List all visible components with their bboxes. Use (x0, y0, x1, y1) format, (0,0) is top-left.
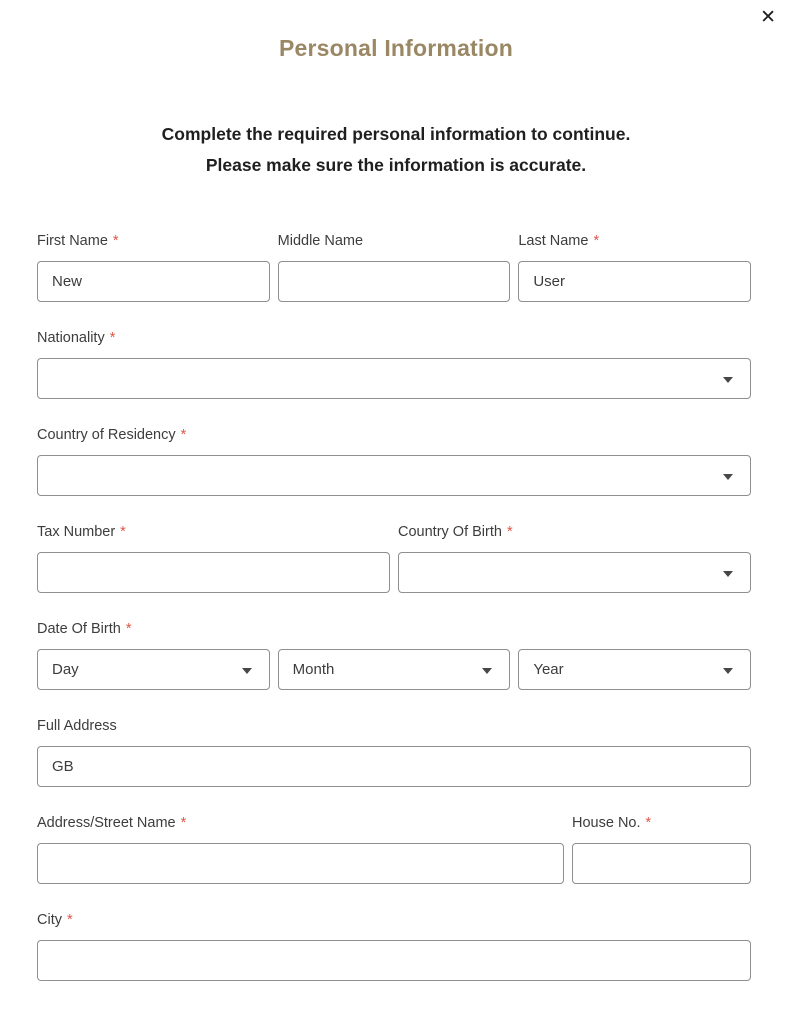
last-name-input[interactable] (518, 261, 751, 302)
field-house-no (572, 815, 751, 884)
house-no-input[interactable] (572, 843, 751, 884)
address-street-name-label: Address/Street Name * (37, 815, 187, 831)
field-last-name (518, 233, 751, 302)
chevron-down-icon (723, 377, 733, 383)
required-asterisk: * (180, 815, 187, 831)
last-name-label: Last Name * (518, 233, 600, 249)
subtitle (0, 119, 792, 181)
field-city (37, 912, 751, 981)
dob-year-select-value: Year (533, 661, 564, 678)
required-asterisk: * (593, 233, 600, 249)
subtitle-line-2: Please make sure the information is accurate. (205, 155, 587, 175)
subtitle-line-1: Complete the required personal information to continue. (161, 124, 631, 144)
field-middle-name (278, 233, 511, 302)
first-name-label: First Name * (37, 233, 119, 249)
field-date-of-birth (37, 621, 751, 649)
address-street-name-input[interactable] (37, 843, 564, 884)
nationality-select[interactable] (37, 358, 751, 399)
page-title: Personal Information (278, 35, 514, 61)
personal-information-form (37, 233, 751, 981)
country-of-birth-label: Country Of Birth * (398, 524, 513, 540)
street-address-row (37, 815, 751, 884)
middle-name-label: Middle Name (277, 233, 364, 249)
names-row (37, 233, 751, 302)
middle-name-input[interactable] (278, 261, 511, 302)
country-of-birth-select[interactable] (398, 552, 751, 593)
close-button[interactable] (754, 2, 782, 33)
close-icon: ✕ (760, 7, 776, 28)
field-country-of-residency (37, 427, 751, 496)
tax-number-label: Tax Number * (37, 524, 126, 540)
chevron-down-icon (723, 474, 733, 480)
dob-year-select[interactable] (518, 649, 751, 690)
house-no-label: House No. * (572, 815, 652, 831)
chevron-down-icon (723, 668, 733, 674)
required-asterisk: * (180, 427, 187, 443)
field-nationality (37, 330, 751, 399)
full-address-label: Full Address (37, 718, 117, 734)
date-of-birth-label: Date Of Birth * (37, 621, 132, 637)
dob-month-select-value: Month (292, 661, 335, 678)
field-address-street-name (37, 815, 564, 884)
city-row (37, 912, 751, 981)
tax-and-birth-row (37, 524, 751, 593)
field-first-name (37, 233, 270, 302)
full-address-row (37, 718, 751, 787)
field-tax-number (37, 524, 390, 593)
required-asterisk: * (109, 330, 116, 346)
field-country-of-birth (398, 524, 751, 593)
city-input[interactable] (37, 940, 751, 981)
required-asterisk: * (66, 912, 73, 928)
required-asterisk: * (125, 621, 132, 637)
required-asterisk: * (506, 524, 513, 540)
dob-day-select-value: Day (52, 661, 79, 678)
city-label: City * (37, 912, 73, 928)
required-asterisk: * (112, 233, 119, 249)
tax-number-input[interactable] (37, 552, 390, 593)
full-address-input[interactable] (37, 746, 751, 787)
first-name-input[interactable] (37, 261, 270, 302)
dob-day-select[interactable] (37, 649, 270, 690)
date-of-birth-row (37, 649, 751, 690)
required-asterisk: * (120, 524, 126, 540)
dob-month-select[interactable] (278, 649, 511, 690)
country-of-residency-row (37, 427, 751, 496)
required-asterisk: * (645, 815, 652, 831)
nationality-row (37, 330, 751, 399)
country-of-residency-select[interactable] (37, 455, 751, 496)
country-of-residency-label: Country of Residency * (37, 427, 187, 443)
chevron-down-icon (723, 571, 733, 577)
field-full-address (37, 718, 751, 787)
nationality-label: Nationality * (37, 330, 116, 346)
chevron-down-icon (482, 668, 492, 674)
chevron-down-icon (242, 668, 252, 674)
